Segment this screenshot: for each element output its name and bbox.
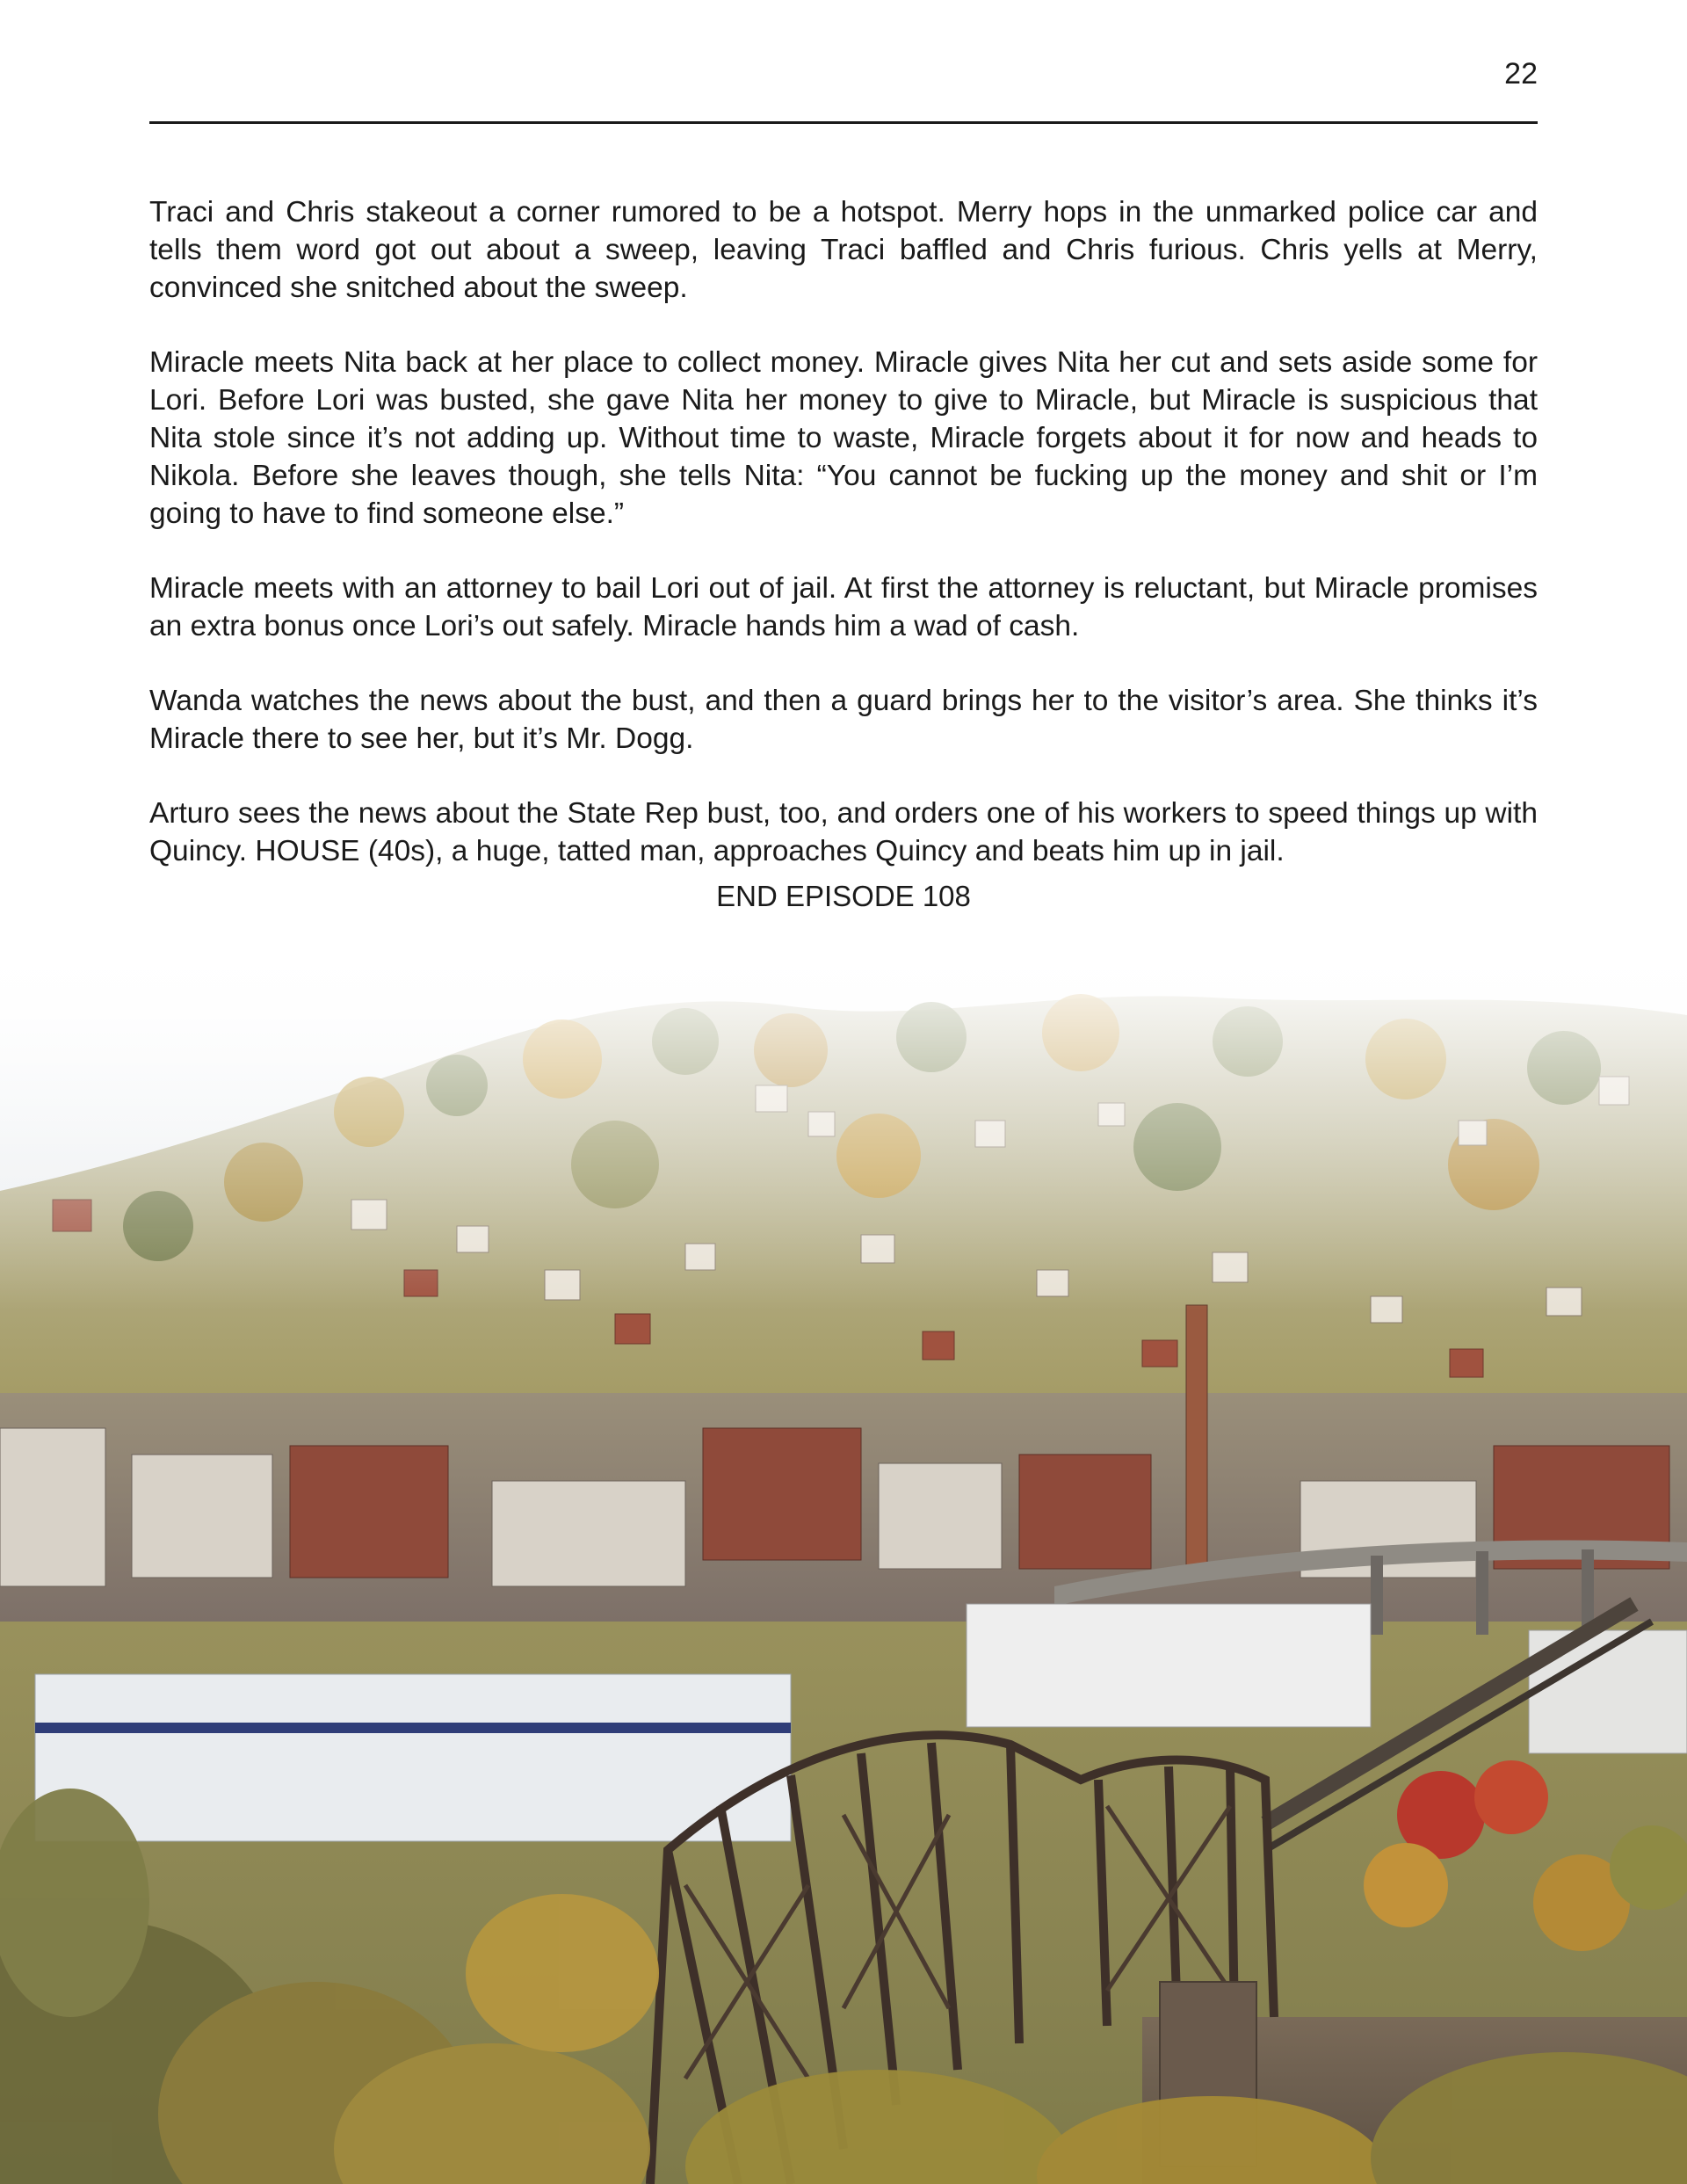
- paragraph: Miracle meets with an attorney to bail Lori out of jail. At first the attorney is reluctant, but Miracle promises an extra bonus once Lori’s out safely. Miracle hands him a wad of cash.: [149, 572, 1538, 642]
- city-bridge-photo: [0, 936, 1687, 2184]
- paragraph: Wanda watches the news about the bust, and then a guard brings her to the visitor’s area. She thinks it’s Miracle there to see her, but it’s Mr. Dogg.: [149, 685, 1538, 755]
- paragraph: Miracle meets Nita back at her place to collect money. Miracle gives Nita her cut and sets aside some for Lori. Before Lori was busted, she gave Nita her money to give to Miracle, but Miracle is suspicious that Nita stole since it’s not adding up. Without time to waste, Miracle forgets about it for now and heads to Nikola. Before she leaves though, she tells Nita: “You cannot be fucking up the money and shit or I’m going to have to find someone else.”: [149, 346, 1538, 530]
- page-number: 22: [1504, 57, 1538, 91]
- header-rule: [149, 121, 1538, 124]
- photo-illustration: [0, 936, 1687, 2184]
- end-episode-label: END EPISODE 108: [716, 880, 971, 912]
- paragraph: Traci and Chris stakeout a corner rumored to be a hotspot. Merry hops in the unmarked police car and tells them word got out about a sweep, leaving Traci baffled and Chris furious. Chris yells at Merry, convinced she snitched about the sweep.: [149, 196, 1538, 304]
- body-text: [149, 193, 1538, 907]
- paragraph: Arturo sees the news about the State Rep bust, too, and orders one of his workers to speed things up with Quincy. HOUSE (40s), a huge, tatted man, approaches Quincy and beats him up in jail.: [149, 797, 1538, 867]
